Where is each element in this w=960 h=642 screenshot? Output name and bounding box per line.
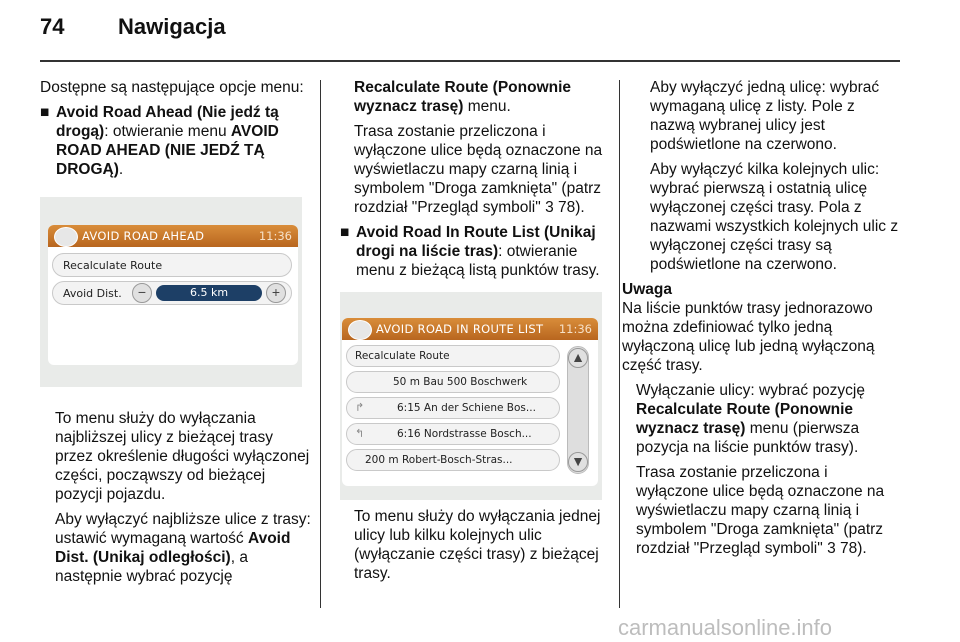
bullet-end: . xyxy=(118,161,124,178)
watermark: carmanualsonline.info xyxy=(618,615,833,640)
column-2 xyxy=(340,78,605,286)
paragraph-route-list-desc: To menu służy do wyłączania jednej ulicy lub kilku kolejnych ulic (wyłączanie części trasy) z bieżącej trasy. xyxy=(354,508,601,582)
page-reference[interactable]: 3 78). xyxy=(827,540,867,557)
turn-right-icon: ↱ xyxy=(355,401,365,414)
device-screen xyxy=(48,225,298,365)
recalculate-route-button[interactable] xyxy=(52,253,292,277)
opel-logo-icon xyxy=(54,227,78,247)
bullet-avoid-road-ahead xyxy=(40,103,305,179)
bullet-heading: Avoid Road In Route List (Unikaj drogi na liście tras) xyxy=(356,224,596,260)
route-point-row[interactable] xyxy=(346,371,560,393)
screen-titlebar xyxy=(342,318,598,340)
bullet-text: : otwieranie menu xyxy=(104,123,231,140)
page-number: 74 xyxy=(40,14,65,39)
column-divider-2 xyxy=(619,80,620,608)
intro-text: Dostępne są następujące opcje menu: xyxy=(40,79,304,96)
screen-title: AVOID ROAD AHEAD xyxy=(82,229,205,243)
recalculate-route-label: Recalculate Route xyxy=(63,259,163,272)
bullet-text: : otwieranie menu z bieżącą listą punktów trasy. xyxy=(356,243,600,279)
column-1 xyxy=(40,78,305,185)
route-point-label: 6:16 Nordstrasse Bosch... xyxy=(397,428,532,440)
recalc-result-text: Trasa zostanie przeliczona i wyłączone ulice będą oznaczone na wyświetlaczu mapy czarną linią i symbolem "Droga zamknięta" (patrz rozdział "Przegląd symboli" xyxy=(636,464,885,557)
column-divider-1 xyxy=(320,80,321,608)
paragraph-single-street: Aby wyłączyć jedną ulicę: wybrać wymaganą ulicę z listy. Pole z nazwą wybranej ulicy jest podświetlone na czerwono. xyxy=(650,79,880,153)
screen-clock: 11:36 xyxy=(558,322,592,336)
recalc-option: Recalculate Route (Ponownie wyznacz trasę) xyxy=(636,401,854,437)
screenshot-avoid-road-ahead xyxy=(40,197,302,387)
screen-titlebar xyxy=(48,225,298,247)
bullet-menu-name: AVOID ROAD AHEAD (NIE JEDŹ TĄ DROGĄ) xyxy=(56,123,279,178)
bullet-square-icon: ■ xyxy=(40,104,50,121)
bullet-avoid-road-in-route-list xyxy=(340,223,605,280)
column-2-lower xyxy=(354,507,606,589)
minus-button[interactable]: − xyxy=(132,283,152,303)
recalc-line xyxy=(340,78,605,116)
avoid-dist-label: Avoid Dist. xyxy=(63,287,122,300)
route-point-label: 200 m Robert-Bosch-Stras... xyxy=(365,454,513,466)
paragraph-avoid-ahead-desc: To menu służy do wyłączania najbliższej ulicy z bieżącej trasy przez określenie długości wyłączonej części, począwszy od bieżącej pozycji pojazdu. xyxy=(55,410,310,503)
column-3 xyxy=(622,78,902,564)
bullet-square-icon: ■ xyxy=(340,224,350,241)
screen-title: AVOID ROAD IN ROUTE LIST xyxy=(376,322,544,336)
paragraph-disable-street xyxy=(636,381,902,457)
paragraph-recalc-result xyxy=(340,122,605,217)
plus-button[interactable]: + xyxy=(266,283,286,303)
page-title: Nawigacja xyxy=(118,14,226,39)
paragraph-multiple-streets: Aby wyłączyć kilka kolejnych ulic: wybrać pierwszą i ostatnią ulicę wyłączonej części trasy. Pola z nazwami wszystkich kolejnych ulic z wyłączonej części trasy są podświetlone na czerwono. xyxy=(650,161,899,273)
avoid-dist-value: 6.5 km xyxy=(156,285,262,301)
route-point-label: 6:15 An der Schiene Bos... xyxy=(397,402,536,414)
screen-clock: 11:36 xyxy=(258,229,292,243)
recalc-suffix: menu. xyxy=(463,98,511,115)
steps-text: Aby wyłączyć najbliższe ulice z trasy: ustawić wymaganą wartość xyxy=(55,511,311,547)
recalc-result-text: Trasa zostanie przeliczona i wyłączone ulice będą oznaczone na wyświetlaczu mapy czarną linią i symbolem "Droga zamknięta" (patrz rozdział "Przegląd symboli" xyxy=(354,123,603,216)
route-point-row[interactable] xyxy=(346,449,560,471)
recalc-option: Recalculate Route (Ponownie wyznacz trasę) xyxy=(354,79,572,115)
route-point-label: 50 m Bau 500 Boschwerk xyxy=(393,376,528,388)
bullet-heading: Avoid Road Ahead (Nie jedź tą drogą) xyxy=(56,104,279,140)
scroll-up-button[interactable]: ▲ xyxy=(568,348,588,368)
turn-left-icon: ↰ xyxy=(355,427,365,440)
device-screen xyxy=(342,318,598,486)
route-point-row[interactable] xyxy=(346,397,560,419)
header-rule xyxy=(40,60,900,62)
paragraph-recalc-result-2 xyxy=(636,463,902,558)
column-1-lower xyxy=(55,409,313,592)
avoid-dist-option: Avoid Dist. (Unikaj odległości) xyxy=(55,530,291,566)
scroll-down-button[interactable]: ▼ xyxy=(568,452,588,472)
disable-text: Wyłączanie ulicy: wybrać pozycję xyxy=(636,382,865,399)
page-reference[interactable]: 3 78). xyxy=(545,199,585,216)
screenshot-avoid-road-in-route-list xyxy=(340,292,602,500)
recalculate-route-button[interactable] xyxy=(346,345,560,367)
note-heading: Uwaga xyxy=(622,281,672,298)
note-body: Na liście punktów trasy jednorazowo można zdefiniować tylko jedną wyłączoną ulicę lub jedną wyłączoną część trasy. xyxy=(622,300,875,374)
disable-text-end: menu (pierwsza pozycja na liście punktów trasy). xyxy=(636,420,860,456)
opel-logo-icon xyxy=(348,320,372,340)
route-point-row[interactable] xyxy=(346,423,560,445)
paragraph-avoid-ahead-steps xyxy=(55,510,313,586)
steps-text-end: , a następnie wybrać pozycję xyxy=(55,549,248,585)
recalculate-route-label: Recalculate Route xyxy=(355,350,450,362)
